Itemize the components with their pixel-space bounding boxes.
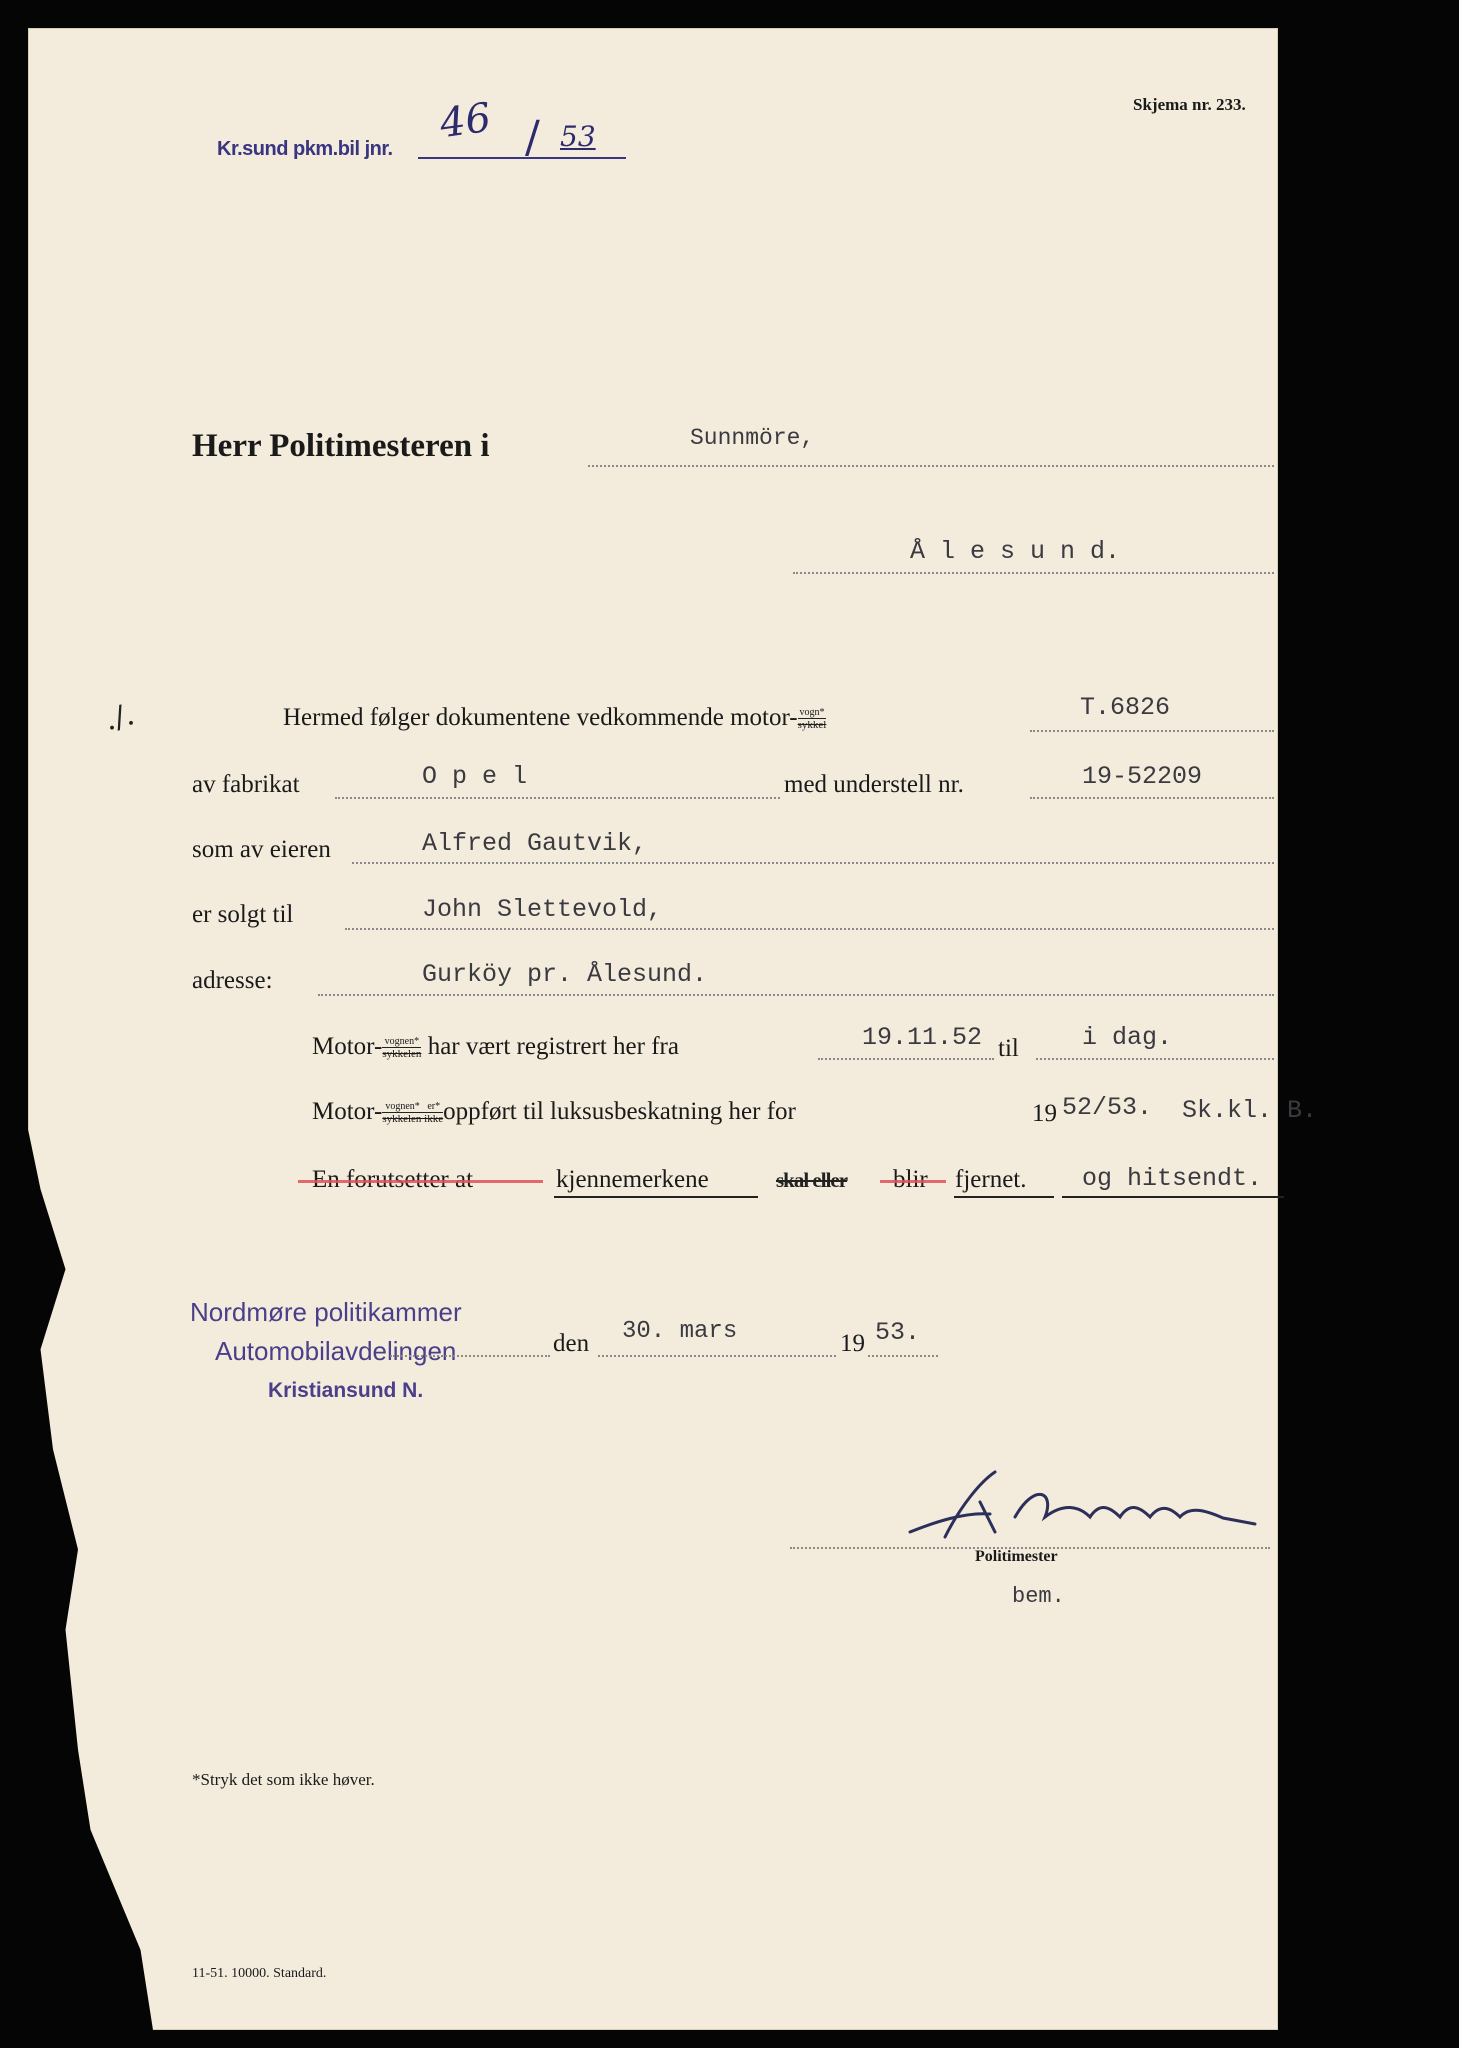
journal-line bbox=[418, 157, 626, 159]
reg-from: 19.11.52 bbox=[862, 1023, 983, 1052]
signature-note: bem. bbox=[1012, 1584, 1065, 1609]
kjennemerkene-underline bbox=[554, 1196, 758, 1198]
form-number: Skjema nr. 233. bbox=[1133, 95, 1246, 114]
date-day-month: 30. mars bbox=[622, 1318, 738, 1345]
reg-til: til bbox=[998, 1035, 1019, 1062]
signature-title: Politimester bbox=[975, 1548, 1058, 1565]
adresse-label: adresse: bbox=[192, 967, 273, 994]
lux-century: 19 bbox=[1032, 1100, 1057, 1127]
sykkel-option-struck: sykkel bbox=[797, 718, 827, 731]
fabrikat-label: av fabrikat bbox=[192, 771, 300, 798]
date-century: 19 bbox=[840, 1330, 865, 1357]
signature-scrawl bbox=[905, 1462, 1265, 1552]
reg-sykkelen-struck: sykkelen bbox=[382, 1047, 422, 1060]
blir-strike bbox=[880, 1180, 946, 1183]
lux-text: oppført til luksusbeskatning her for bbox=[443, 1098, 796, 1125]
solgt-line bbox=[345, 928, 1274, 930]
stamp-office-line1: Nordmøre politikammer bbox=[190, 1297, 462, 1327]
journal-number: 46 bbox=[437, 94, 494, 148]
hitsendt: og hitsendt. bbox=[1082, 1164, 1263, 1193]
intro-text: Hermed følger dokumentene vedkommende motor- bbox=[283, 704, 798, 731]
reg-motor: Motor- bbox=[312, 1033, 383, 1060]
date-year: 53. bbox=[875, 1318, 921, 1347]
kjennemerkene: kjennemerkene bbox=[556, 1166, 709, 1193]
lux-struck: sykkelen ikke bbox=[382, 1112, 444, 1125]
fjernet-underline bbox=[954, 1196, 1054, 1198]
reg-text: har vært registrert her fra bbox=[427, 1033, 679, 1060]
lux-er-option: er* bbox=[427, 1100, 441, 1112]
reg-vognen-option: vognen* bbox=[384, 1035, 420, 1047]
solgt-label: er solgt til bbox=[192, 901, 294, 928]
understell-value: 19-52209 bbox=[1082, 762, 1203, 791]
date-daymonth-line bbox=[598, 1355, 836, 1357]
eier-value: Alfred Gautvik, bbox=[422, 829, 648, 858]
hitsendt-underline bbox=[1062, 1196, 1284, 1198]
addressee-prefix: Herr Politimesteren i bbox=[192, 428, 490, 464]
journal-slash: / bbox=[525, 112, 540, 163]
adresse-value: Gurköy pr. Ålesund. bbox=[422, 960, 708, 989]
skal-eller-struck: skal eller bbox=[776, 1168, 848, 1192]
fabrikat-line bbox=[335, 797, 780, 799]
lux-motor: Motor- bbox=[312, 1098, 383, 1125]
eier-label: som av eieren bbox=[192, 836, 331, 863]
lux-class: Sk.kl. B. bbox=[1182, 1096, 1318, 1125]
journal-stamp: Kr.sund pkm.bil jnr. bbox=[217, 138, 393, 160]
forutsetter-strike bbox=[298, 1180, 543, 1183]
journal-year: 53 bbox=[560, 120, 596, 153]
reg-number: T.6826 bbox=[1080, 693, 1171, 722]
date-year-line bbox=[868, 1355, 938, 1357]
reg-from-line bbox=[818, 1058, 994, 1060]
reg-to-line bbox=[1036, 1058, 1274, 1060]
fabrikat-value: O p e l bbox=[422, 762, 528, 791]
date-den: den bbox=[553, 1330, 590, 1357]
stamp-office-line3: Kristiansund N. bbox=[268, 1379, 424, 1402]
vogn-option: vogn* bbox=[799, 706, 825, 718]
solgt-value: John Slettevold, bbox=[422, 895, 663, 924]
margin-mark: ./. bbox=[101, 696, 138, 739]
addressee-city: Å l e s u n d. bbox=[910, 537, 1121, 566]
addressee-district-line bbox=[588, 465, 1274, 467]
addressee-city-line bbox=[793, 572, 1274, 574]
understell-label: med understell nr. bbox=[784, 771, 964, 798]
understell-line bbox=[1030, 797, 1274, 799]
lux-years: 52/53. bbox=[1062, 1093, 1153, 1122]
lux-vognen-option: vognen* bbox=[385, 1100, 420, 1112]
adresse-line bbox=[318, 994, 1274, 996]
reg-to: i dag. bbox=[1082, 1023, 1173, 1052]
fjernet: fjernet. bbox=[955, 1166, 1027, 1193]
stamp-office-line2: Automobilavdelingen bbox=[215, 1336, 457, 1366]
footnote: *Stryk det som ikke høver. bbox=[192, 1770, 375, 1789]
reg-number-line bbox=[1030, 730, 1274, 732]
eier-line bbox=[352, 862, 1274, 864]
print-info: 11-51. 10000. Standard. bbox=[192, 1966, 327, 1981]
addressee-district: Sunnmöre, bbox=[690, 425, 815, 451]
date-place-line bbox=[390, 1355, 550, 1357]
